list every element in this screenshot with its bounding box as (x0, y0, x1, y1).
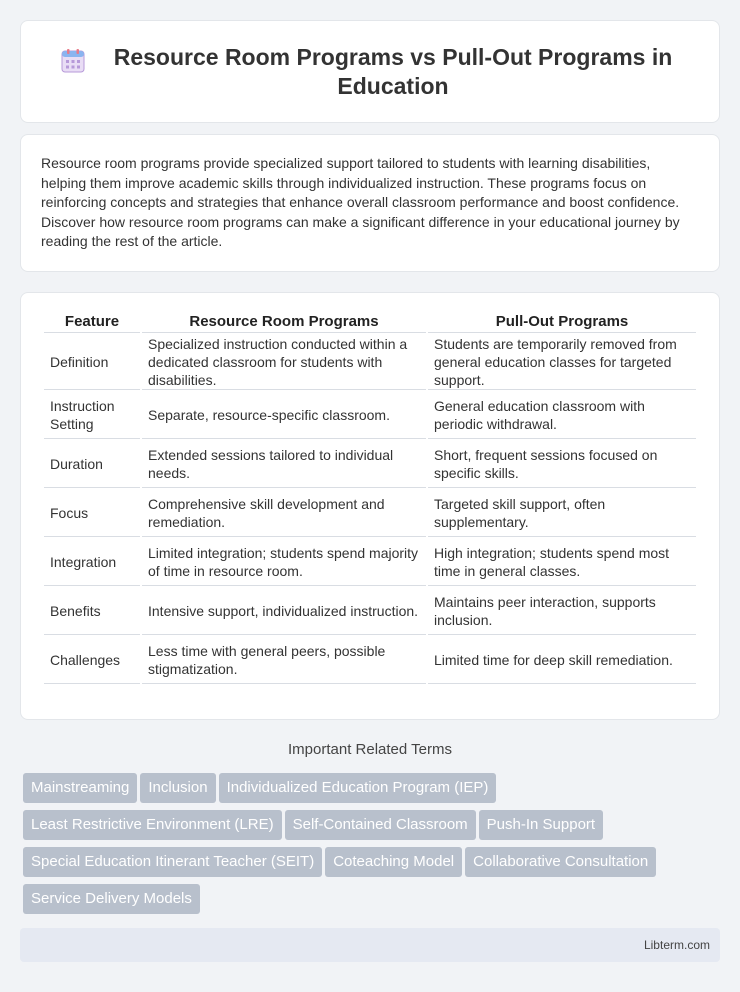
pull-out-cell: High integration; students spend most time in general classes. (428, 539, 696, 586)
header-pull-out: Pull-Out Programs (428, 311, 696, 333)
table-row (44, 392, 696, 439)
feature-cell: Benefits (44, 588, 140, 635)
intro-text: Resource room programs provide specialized support tailored to students with learning disabilities, helping them improve academic skills through individualized instruction. These programs focus on reinforcing concepts and strategies that enhance overall classroom performance and boost confidence. Discover how resource room programs can make a significant difference in your educational journey by reading the rest of the article. (41, 155, 680, 249)
footer-site-link[interactable]: Libterm.com (643, 938, 710, 952)
related-terms-title: Important Related Terms (288, 741, 452, 758)
related-terms-list (23, 773, 723, 921)
title-wrap (60, 43, 680, 101)
resource-room-cell: Specialized instruction conducted within a dedicated classroom for students with disabilities. (142, 335, 426, 390)
feature-cell: Integration (44, 539, 140, 586)
table-row (44, 490, 696, 537)
related-term-tag[interactable]: Special Education Itinerant Teacher (SEIT) (23, 847, 322, 877)
feature-cell: Duration (44, 441, 140, 488)
comparison-card (20, 292, 720, 720)
table-row (44, 637, 696, 684)
pull-out-cell: Students are temporarily removed from general education classes for targeted support. (428, 335, 696, 390)
pull-out-cell: Limited time for deep skill remediation. (428, 637, 696, 684)
calendar-icon (60, 48, 86, 74)
resource-room-cell: Limited integration; students spend majority of time in resource room. (142, 539, 426, 586)
table-row (44, 539, 696, 586)
pull-out-cell: Targeted skill support, often supplementary. (428, 490, 696, 537)
title-card (20, 20, 720, 123)
header-feature: Feature (44, 311, 140, 333)
related-term-tag[interactable]: Individualized Education Program (IEP) (219, 773, 497, 803)
pull-out-cell: General education classroom with periodic withdrawal. (428, 392, 696, 439)
pull-out-cell: Maintains peer interaction, supports inclusion. (428, 588, 696, 635)
resource-room-cell: Extended sessions tailored to individual needs. (142, 441, 426, 488)
feature-cell: Focus (44, 490, 140, 537)
resource-room-cell: Less time with general peers, possible stigmatization. (142, 637, 426, 684)
resource-room-cell: Intensive support, individualized instruction. (142, 588, 426, 635)
resource-room-cell: Comprehensive skill development and remediation. (142, 490, 426, 537)
table-row (44, 588, 696, 635)
footer (20, 928, 720, 962)
feature-cell: Definition (44, 335, 140, 390)
related-term-tag[interactable]: Least Restrictive Environment (LRE) (23, 810, 282, 840)
related-term-tag[interactable]: Self-Contained Classroom (285, 810, 476, 840)
pull-out-cell: Short, frequent sessions focused on specific skills. (428, 441, 696, 488)
intro-card (20, 134, 720, 272)
related-term-tag[interactable]: Coteaching Model (325, 847, 462, 877)
page-title: Resource Room Programs vs Pull-Out Programs in Education (113, 43, 673, 99)
related-term-tag[interactable]: Inclusion (140, 773, 215, 803)
table-row (44, 335, 696, 390)
resource-room-cell: Separate, resource-specific classroom. (142, 392, 426, 439)
comparison-table (42, 309, 698, 686)
header-resource-room: Resource Room Programs (142, 311, 426, 333)
feature-cell: Instruction Setting (44, 392, 140, 439)
related-term-tag[interactable]: Push-In Support (479, 810, 603, 840)
related-term-tag[interactable]: Service Delivery Models (23, 884, 200, 914)
table-row (44, 441, 696, 488)
related-term-tag[interactable]: Mainstreaming (23, 773, 137, 803)
table-header-row (44, 311, 696, 333)
feature-cell: Challenges (44, 637, 140, 684)
related-term-tag[interactable]: Collaborative Consultation (465, 847, 656, 877)
